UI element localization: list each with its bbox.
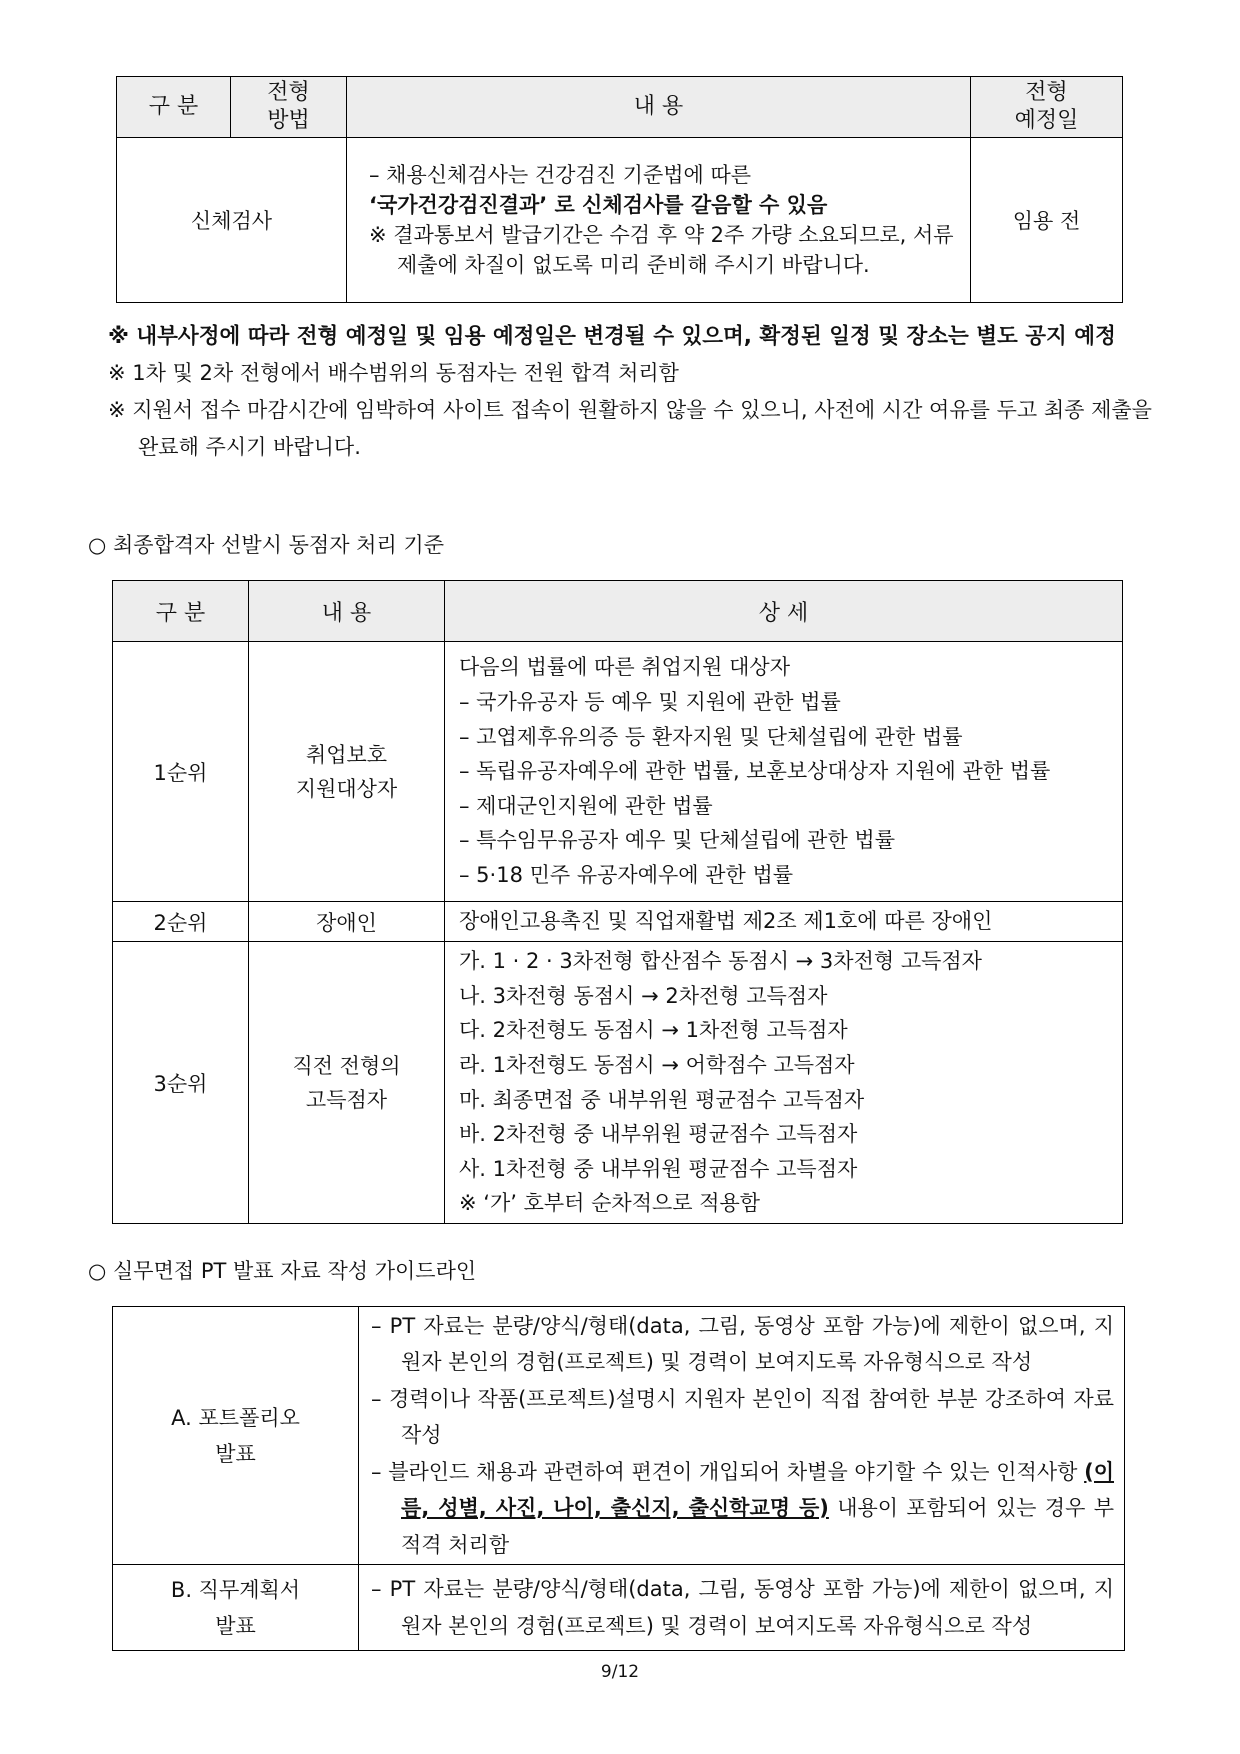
note-schedule-change: ※ 내부사정에 따라 전형 예정일 및 임용 예정일은 변경될 수 있으며, 확정된 일정 및 장소는 별도 공지 예정 <box>108 324 1116 349</box>
portfolio-category: A. 포트폴리오 발표 <box>113 1307 359 1565</box>
rank-3-content: 직전 전형의 고득점자 <box>249 942 445 1224</box>
selection-schedule-table <box>116 76 1123 303</box>
tiebreak-table <box>112 580 1123 1224</box>
blind-personal-info: (이름, 성별, 사진, 나이, 출신지, 출신학교명 등) <box>401 1459 1114 1521</box>
section-title-pt-guide: ○ 실무면접 PT 발표 자료 작성 가이드라인 <box>88 1259 477 1283</box>
job-plan-bullets <box>359 1565 1125 1651</box>
row-category: 신체검사 <box>117 138 347 303</box>
rank-2: 2순위 <box>113 902 249 942</box>
detail-line: – 5·18 민주 유공자예우에 관한 법률 <box>459 862 794 887</box>
detail-line: 가. 1 · 2 · 3차전형 합산점수 동점시 → 3차전형 고득점자 <box>459 949 982 974</box>
detail-line: – 제대군인지원에 관한 법률 <box>459 793 713 818</box>
detail-line: 장애인고용촉진 및 직업재활법 제2조 제1호에 따른 장애인 <box>459 909 993 934</box>
rank-2-details <box>445 902 1123 942</box>
detail-line: – 국가유공자 등 예우 및 지원에 관한 법률 <box>459 690 841 715</box>
header-category: 구 분 <box>117 77 231 138</box>
detail-line: 나. 3차전형 동점시 → 2차전형 고득점자 <box>459 983 828 1008</box>
rank-3-details <box>445 942 1123 1224</box>
detail-line: 라. 1차전형도 동점시 → 어학점수 고득점자 <box>459 1052 855 1077</box>
content-note: ※ 결과통보서 발급기간은 수검 후 약 2주 가량 소요되므로, 서류제출에 차질이 없도록 미리 준비해 주시기 바랍니다. <box>369 223 954 277</box>
header-content: 내 용 <box>249 581 445 642</box>
rank-1-details <box>445 642 1123 902</box>
detail-line: 바. 2차전형 중 내부위원 평균점수 고득점자 <box>459 1122 858 1147</box>
row-date: 임용 전 <box>971 138 1123 303</box>
blind-text-pre: – 블라인드 채용과 관련하여 편견이 개입되어 차별을 야기할 수 있는 인적사항 <box>371 1459 1085 1484</box>
content-line-1: – 채용신체검사는 건강검진 기준법에 따른 <box>369 163 752 187</box>
rank-1-content: 취업보호 지원대상자 <box>249 642 445 902</box>
detail-line: – 독립유공자예우에 관한 법률, 보훈보상대상자 지원에 관한 법률 <box>459 759 1051 784</box>
header-date: 전형 예정일 <box>971 77 1123 138</box>
header-detail: 상 세 <box>445 581 1123 642</box>
pt-guideline-table <box>112 1306 1125 1651</box>
row-content <box>347 138 971 303</box>
page-number: 9/12 <box>600 1662 640 1682</box>
section-title-tiebreak: ○ 최종합격자 선발시 동점자 처리 기준 <box>88 533 444 557</box>
detail-line: 다음의 법률에 따른 취업지원 대상자 <box>459 655 790 680</box>
header-method: 전형 방법 <box>231 77 347 138</box>
rank-2-content: 장애인 <box>249 902 445 942</box>
note-tie-pass: ※ 1차 및 2차 전형에서 배수범위의 동점자는 전원 합격 처리함 <box>108 361 679 385</box>
detail-line: 다. 2차전형도 동점시 → 1차전형 고득점자 <box>459 1018 848 1043</box>
bullet-emphasis: – 경력이나 작품(프로젝트)설명시 지원자 본인이 직접 참여한 부분 강조하여 자료 작성 <box>371 1386 1114 1448</box>
detail-line: 마. 최종면접 중 내부위원 평균점수 고득점자 <box>459 1087 865 1112</box>
portfolio-bullets <box>359 1307 1125 1565</box>
detail-line: – 특수임무유공자 예우 및 단체설립에 관한 법률 <box>459 828 895 853</box>
blind-text-post: 내용이 포함되어 있는 경우 부적격 처리함 <box>401 1496 1114 1557</box>
notes-block <box>108 318 1158 466</box>
content-line-2: ‘국가건강검진결과’ 로 신체검사를 갈음할 수 있음 <box>369 193 828 217</box>
rank-3: 3순위 <box>113 942 249 1224</box>
rank-1: 1순위 <box>113 642 249 902</box>
job-plan-category: B. 직무계획서 발표 <box>113 1565 359 1651</box>
bullet-format: – PT 자료는 분량/양식/형태(data, 그림, 동영상 포함 가능)에 제한이 없으며, 지원자 본인의 경험(프로젝트) 및 경력이 보여지도록 자유형식으로 작성 <box>371 1577 1114 1638</box>
detail-line: – 고엽제후유의증 등 환자지원 및 단체설립에 관한 법률 <box>459 724 963 749</box>
detail-line: 사. 1차전형 중 내부위원 평균점수 고득점자 <box>459 1156 858 1181</box>
header-content: 내 용 <box>347 77 971 138</box>
note-deadline: ※ 지원서 접수 마감시간에 임박하여 사이트 접속이 원활하지 않을 수 있으니, 사전에 시간 여유를 두고 최종 제출을 완료해 주시기 바랍니다. <box>108 398 1152 459</box>
header-category: 구 분 <box>113 581 249 642</box>
detail-line: ※ ‘가’ 호부터 순차적으로 적용함 <box>459 1191 761 1216</box>
bullet-blind <box>371 1454 1114 1564</box>
bullet-format: – PT 자료는 분량/양식/형태(data, 그림, 동영상 포함 가능)에 제한이 없으며, 지원자 본인의 경험(프로젝트) 및 경력이 보여지도록 자유형식으로 작성 <box>371 1313 1114 1375</box>
